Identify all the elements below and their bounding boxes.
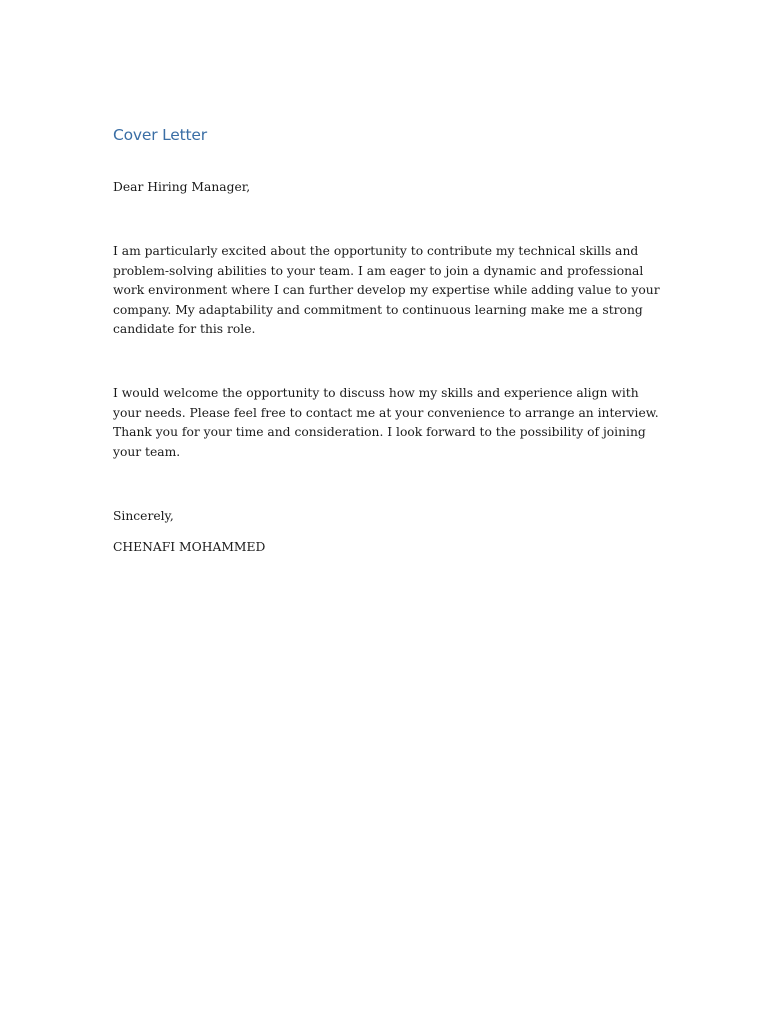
document-title: Cover Letter bbox=[113, 126, 207, 144]
salutation: Dear Hiring Manager, bbox=[113, 180, 251, 194]
paragraph-2: I would welcome the opportunity to discuss how my skills and experience align with your needs. Please feel free to contact me at your convenience to arrange an interview. Thank you for your time and consideration. I look forward to the possibility of joining your team. bbox=[113, 386, 659, 459]
signature: CHENAFI MOHAMMED bbox=[113, 540, 266, 555]
closing: Sincerely, bbox=[113, 509, 174, 524]
paragraph-1: I am particularly excited about the opportunity to contribute my technical skills and problem-solving abilities to your team. I am eager to join a dynamic and professional work environment where I can further develop my expertise while adding value to your company. My adaptability and commitment to continuous learning make me a strong candidate for this role. bbox=[113, 244, 660, 337]
letter-body bbox=[113, 124, 661, 558]
